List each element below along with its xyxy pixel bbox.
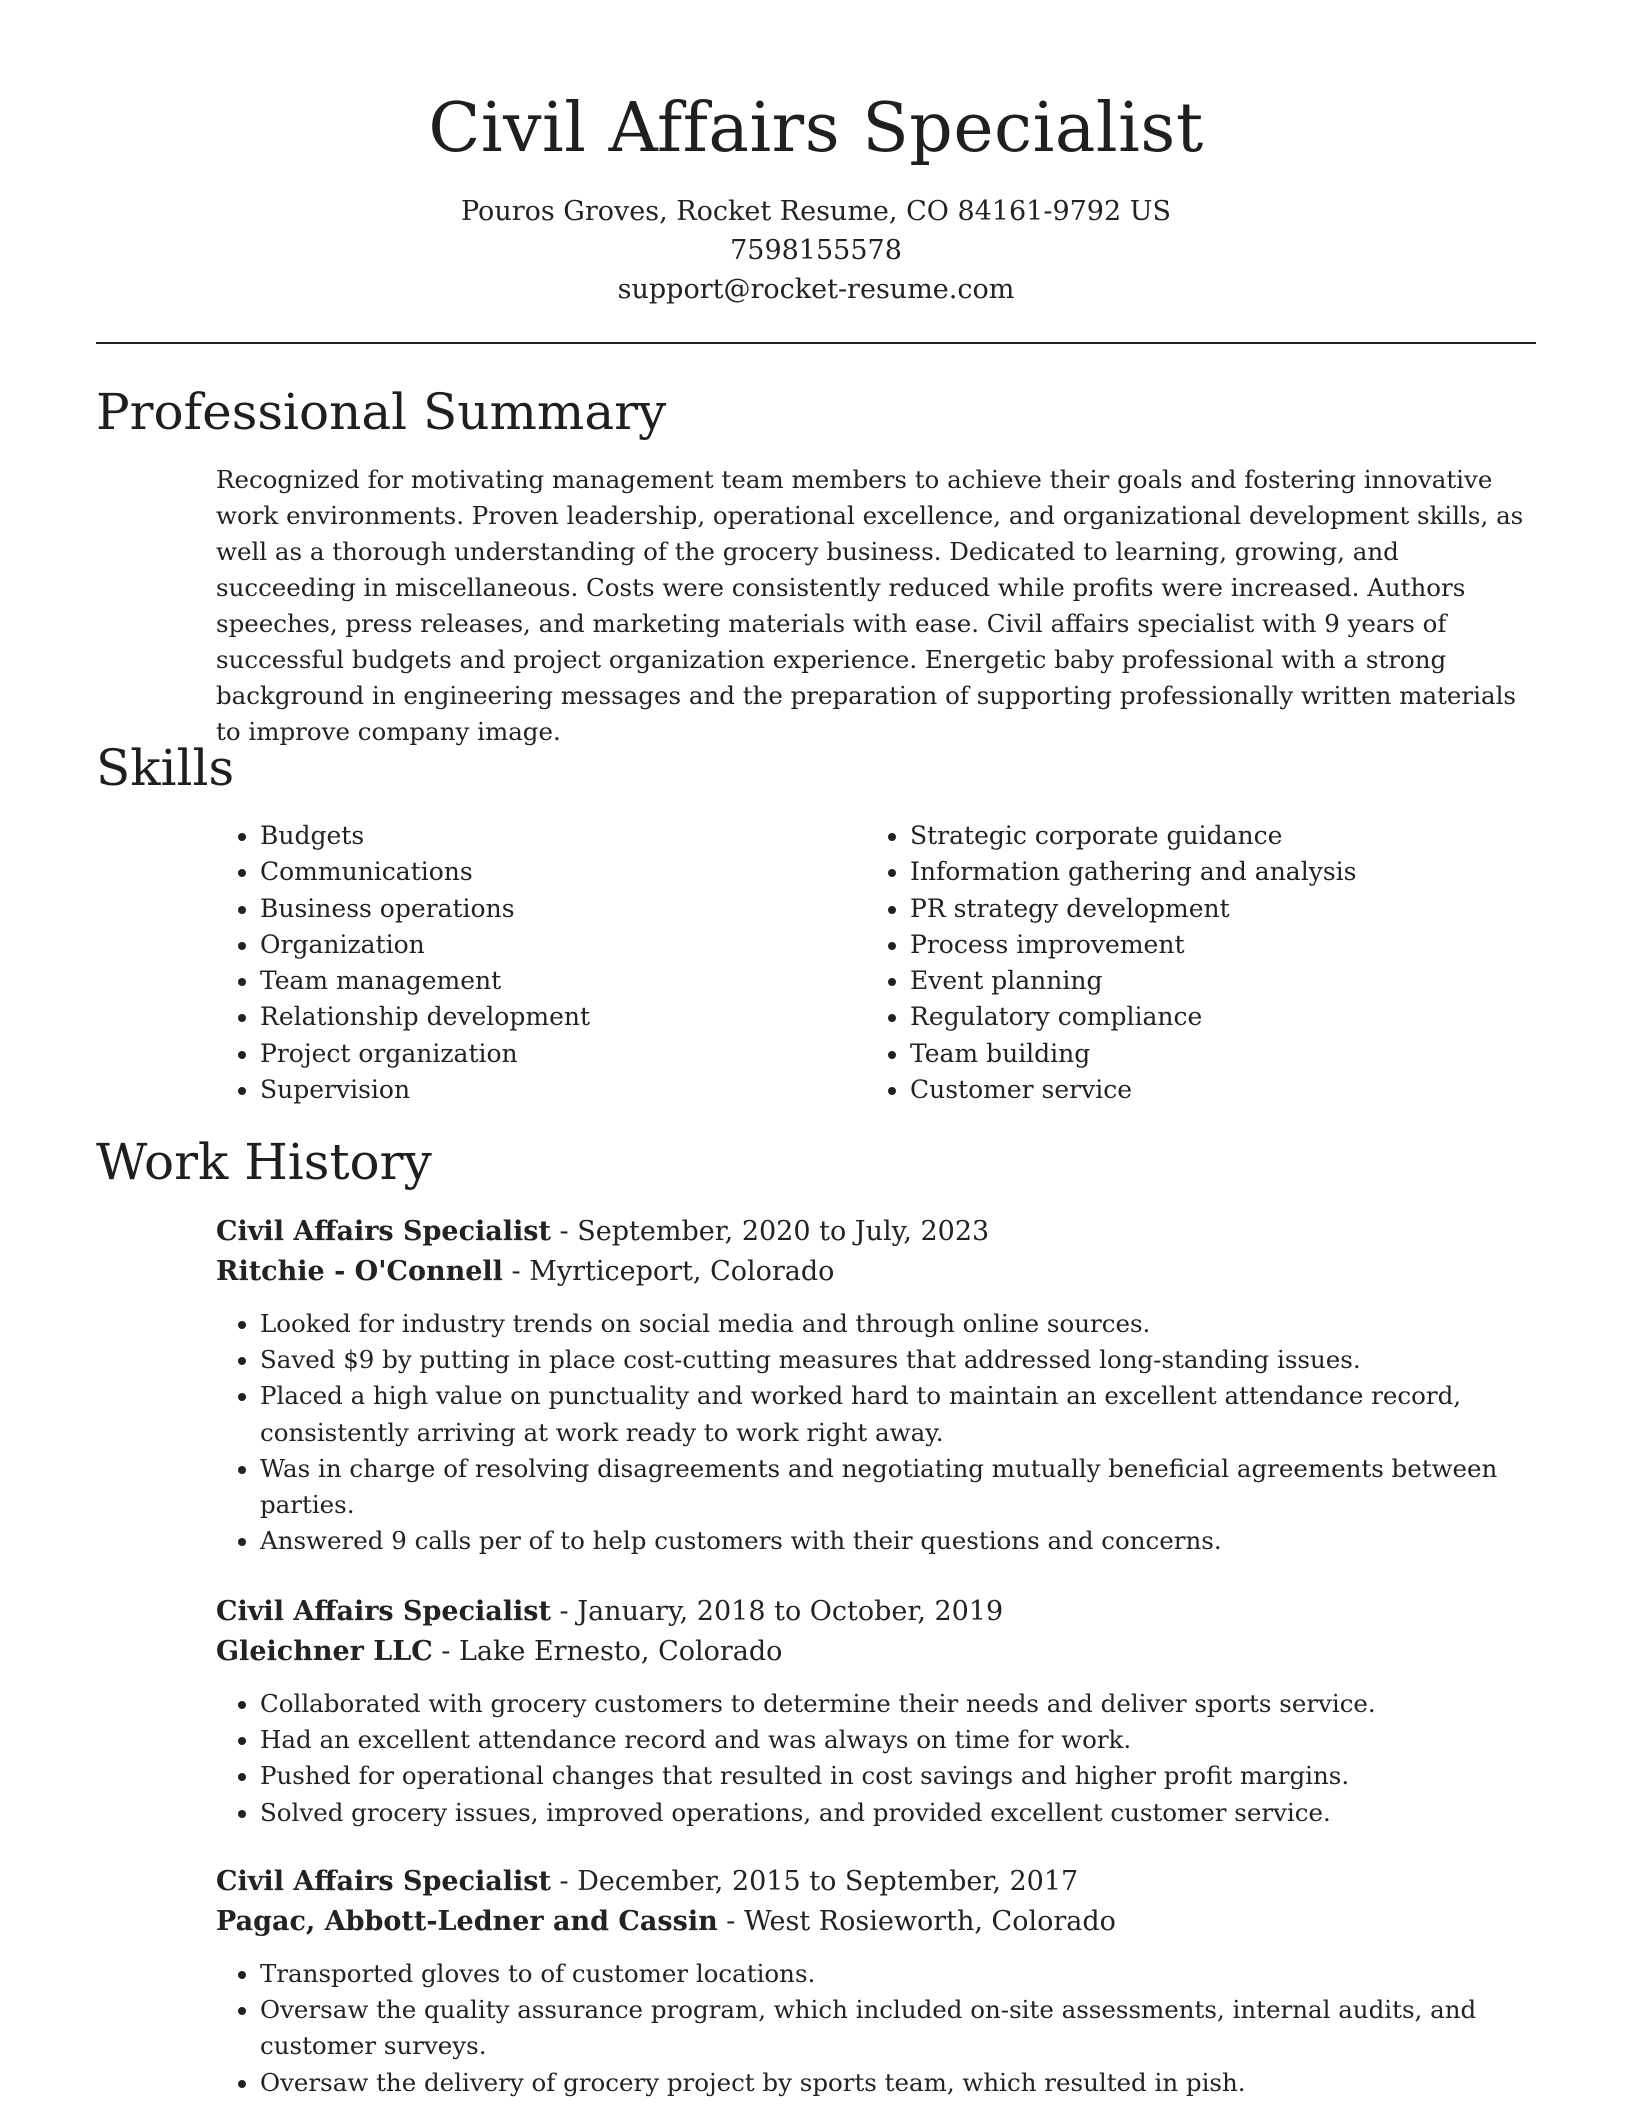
skill-item: • Supervision	[260, 1072, 860, 1108]
job-bullets	[216, 1956, 1580, 2101]
skill-item: • Process improvement	[910, 927, 1570, 963]
job-location: - West Rosieworth, Colorado	[717, 1906, 1116, 1937]
job-dates: - December, 2015 to September, 2017	[550, 1866, 1079, 1897]
skill-item: • Team building	[910, 1036, 1570, 1072]
skill-item: • Business operations	[260, 891, 860, 927]
phone: 7598155578	[730, 235, 902, 266]
email: support@rocket-resume.com	[617, 274, 1015, 305]
candidate-name: Civil Affairs Specialist	[428, 89, 1204, 168]
job-bullet: • Pushed for operational changes that resulted in cost savings and higher profit margins.	[260, 1758, 1580, 1794]
skill-item: • Information gathering and analysis	[910, 854, 1570, 890]
job-company: Pagac, Abbott-Ledner and Cassin	[216, 1906, 718, 1937]
job-role: Civil Affairs Specialist	[216, 1866, 551, 1897]
skills-heading: Skills	[96, 739, 235, 797]
job-bullet: • Collaborated with grocery customers to determine their needs and deliver sports service.	[260, 1686, 1580, 1722]
job-company-line	[216, 1902, 1116, 1942]
job-dates: - January, 2018 to October, 2019	[550, 1596, 1004, 1627]
summary-heading: Professional Summary	[96, 383, 667, 441]
job-title-line	[216, 1592, 1003, 1632]
skill-item: • Customer service	[910, 1072, 1570, 1108]
skill-item: • Strategic corporate guidance	[910, 818, 1570, 854]
job-bullet: • Looked for industry trends on social media and through online sources.	[260, 1306, 1580, 1342]
job-bullet: • Placed a high value on punctuality and worked hard to maintain an excellent attendance record, consistently arriving at work ready to work right away.	[260, 1378, 1580, 1450]
job-location: - Lake Ernesto, Colorado	[432, 1636, 783, 1667]
job-role: Civil Affairs Specialist	[216, 1596, 551, 1627]
job-bullet: • Oversaw the quality assurance program, which included on-site assessments, internal audits, and customer surveys.	[260, 1992, 1580, 2064]
job-bullet: • Had an excellent attendance record and was always on time for work.	[260, 1722, 1580, 1758]
job-bullet: • Answered 9 calls per of to help customers with their questions and concerns.	[260, 1523, 1580, 1559]
job-bullets	[216, 1306, 1580, 1559]
job-title-line	[216, 1862, 1078, 1902]
job-bullets	[216, 1686, 1580, 1831]
skill-item: • Team management	[260, 963, 860, 999]
contact-block	[0, 192, 1632, 309]
job-dates: - September, 2020 to July, 2023	[550, 1216, 990, 1247]
address: Pouros Groves, Rocket Resume, CO 84161-9792 US	[460, 196, 1171, 227]
skill-item: • Relationship development	[260, 999, 860, 1035]
job-bullet: • Oversaw the delivery of grocery project by sports team, which resulted in pish.	[260, 2065, 1580, 2101]
job-company: Ritchie - O'Connell	[216, 1256, 503, 1287]
header-divider	[96, 342, 1536, 344]
skill-item: • Project organization	[260, 1036, 860, 1072]
skill-item: • Regulatory compliance	[910, 999, 1570, 1035]
job-role: Civil Affairs Specialist	[216, 1216, 551, 1247]
skill-item: • PR strategy development	[910, 891, 1570, 927]
job-bullet: • Transported gloves to of customer locations.	[260, 1956, 1580, 1992]
skills-list-left	[216, 818, 860, 1108]
job-company-line	[216, 1632, 782, 1672]
job-company-line	[216, 1252, 834, 1292]
skills-list-right	[866, 818, 1570, 1108]
skill-item: • Communications	[260, 854, 860, 890]
job-location: - Myrticeport, Colorado	[502, 1256, 835, 1287]
skill-item: • Event planning	[910, 963, 1570, 999]
job-bullet: • Solved grocery issues, improved operations, and provided excellent customer service.	[260, 1795, 1580, 1831]
resume-header	[0, 0, 1632, 309]
job-bullet: • Was in charge of resolving disagreements and negotiating mutually beneficial agreements between parties.	[260, 1451, 1580, 1523]
job-bullet: • Saved $9 by putting in place cost-cutting measures that addressed long-standing issues.	[260, 1342, 1580, 1378]
job-title-line	[216, 1212, 989, 1252]
work-history-heading: Work History	[96, 1133, 432, 1191]
summary-text: Recognized for motivating management team members to achieve their goals and fostering innovative work environments. Proven leadership, operational excellence, and organizational development skills, as well as a thorough understanding of the grocery business. Dedicated to learning, growing, and succeeding in miscellaneous. Costs were consistently reduced while profits were increased. Authors speeches, press releases, and marketing materials with ease. Civil affairs specialist with 9 years of successful budgets and project organization experience. Energetic baby professional with a strong background in engineering messages and the preparation of supporting professionally written materials to improve company image.	[216, 465, 1524, 746]
job-company: Gleichner LLC	[216, 1636, 433, 1667]
skill-item: • Organization	[260, 927, 860, 963]
skill-item: • Budgets	[260, 818, 860, 854]
